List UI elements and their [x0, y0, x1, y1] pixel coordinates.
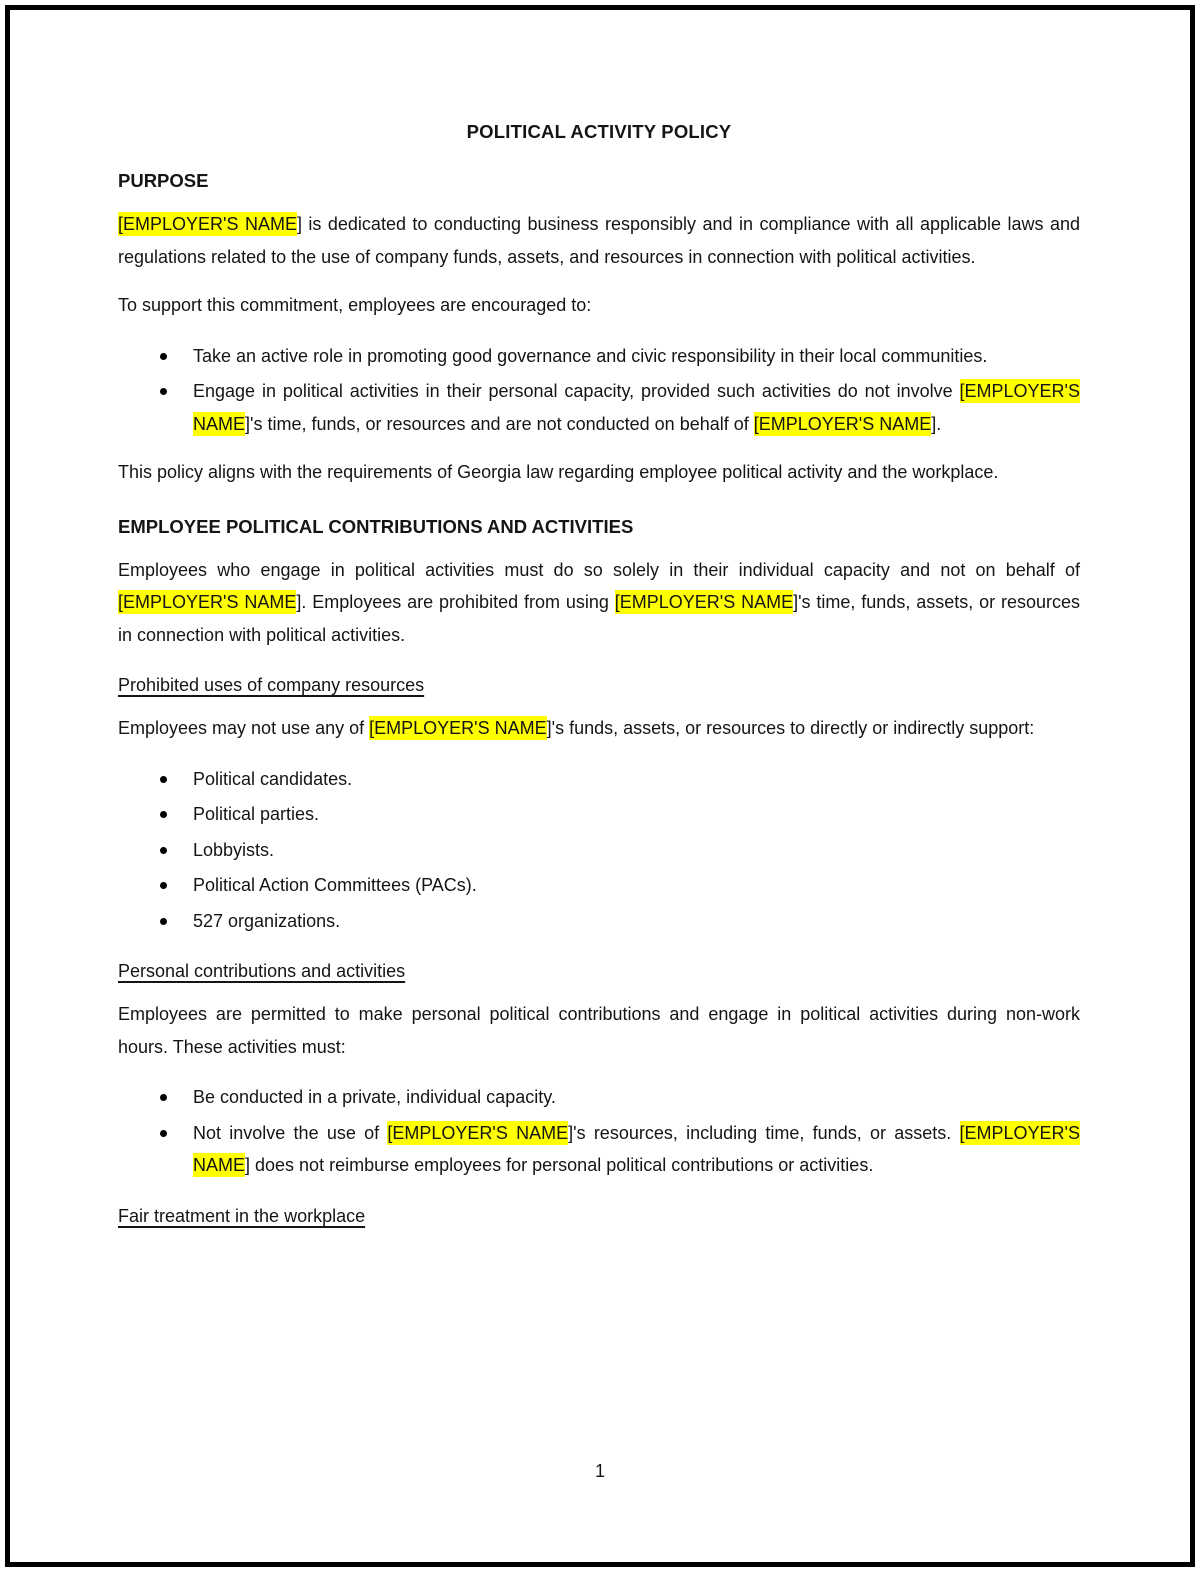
employer-name-highlight: [EMPLOYER'S NAME	[614, 592, 794, 612]
bullet-icon	[160, 847, 167, 854]
list-item-text: Take an active role in promoting good governance and civic responsibility in their local communities.	[193, 345, 988, 366]
purpose-lead-in-paragraph: To support this commitment, employees are encouraged to:	[118, 295, 592, 315]
employer-name-highlight: [EMPLOYER'S NAME	[118, 214, 297, 234]
heading-employee-contributions: EMPLOYEE POLITICAL CONTRIBUTIONS AND ACTIVITIES	[118, 515, 634, 537]
subheading-personal-contributions: Personal contributions and activities	[118, 961, 406, 981]
list-item-text: Engage in political activities in their personal capacity, provided such activities do not involve [EMPLOYER'S NAME]'s time, funds, or resources and are not conducted on behalf of [EMPLOYER'S NAME].	[193, 381, 1080, 434]
employer-name-highlight: [EMPLOYER'S NAME	[193, 381, 1080, 434]
subheading-prohibited-uses: Prohibited uses of company resources	[118, 675, 425, 695]
employer-name-highlight: [EMPLOYER'S NAME	[387, 1122, 569, 1143]
list-item	[193, 905, 1080, 938]
bullet-icon	[160, 353, 167, 360]
personal-contributions-paragraph: Employees are permitted to make personal political contributions and engage in political activities during non-work hours. These activities must:	[118, 1004, 1080, 1057]
encouraged-activities-list	[118, 340, 1080, 441]
bullet-icon	[160, 918, 167, 925]
list-item-text: Political Action Committees (PACs).	[193, 875, 477, 895]
bullet-icon	[160, 882, 167, 889]
personal-activities-list	[118, 1081, 1080, 1182]
list-item-text: Be conducted in a private, individual capacity.	[193, 1087, 556, 1107]
bullet-icon	[160, 776, 167, 783]
list-item-text: Political parties.	[193, 804, 320, 824]
contributions-intro-paragraph: Employees who engage in political activities must do so solely in their individual capacity and not on behalf of [EMPLOYER'S NAME]. Employees are prohibited from using [EMPLOYER'S NAME]'s time, funds, assets, or resources in connection with political activities.	[118, 559, 1081, 645]
list-item	[193, 834, 1080, 867]
bullet-icon	[160, 1094, 167, 1101]
list-item-text: Not involve the use of [EMPLOYER'S NAME]'s resources, including time, funds, or assets. [EMPLOYER'S NAME] does not reimburse employees for personal political contributions or activities.	[193, 1122, 1080, 1175]
purpose-paragraph: [EMPLOYER'S NAME] is dedicated to conducting business responsibly and in compliance with all applicable laws and regulations related to the use of company funds, assets, and resources in connection with political activities.	[118, 214, 1080, 267]
heading-purpose: PURPOSE	[118, 170, 209, 191]
subheading-fair-treatment: Fair treatment in the workplace	[118, 1205, 366, 1226]
list-item	[193, 1081, 1080, 1114]
bullet-icon	[160, 1130, 167, 1137]
list-item	[193, 763, 1080, 796]
employer-name-highlight: [EMPLOYER'S NAME	[193, 1122, 1080, 1175]
employer-name-highlight: [EMPLOYER'S NAME	[118, 592, 297, 612]
list-item	[193, 1117, 1080, 1182]
bullet-icon	[160, 388, 167, 395]
employer-name-highlight: [EMPLOYER'S NAME	[369, 718, 547, 738]
employer-name-highlight: [EMPLOYER'S NAME	[753, 413, 932, 434]
list-item	[193, 340, 1080, 373]
list-item-text: Political candidates.	[193, 768, 353, 789]
list-item	[193, 869, 1080, 902]
list-item	[193, 375, 1080, 440]
prohibited-uses-paragraph: Employees may not use any of [EMPLOYER'S NAME]'s funds, assets, or resources to directly or indirectly support:	[118, 718, 1035, 738]
list-item-text: 527 organizations.	[193, 910, 341, 931]
document-content	[118, 0, 1080, 1227]
prohibited-targets-list	[118, 763, 1080, 938]
list-item-text: Lobbyists.	[193, 839, 275, 860]
page-number: 1	[594, 1461, 605, 1481]
purpose-closing-paragraph: This policy aligns with the requirements of Georgia law regarding employee political activity and the workplace.	[118, 462, 999, 482]
list-item	[193, 798, 1080, 831]
bullet-icon	[160, 811, 167, 818]
document-title: POLITICAL ACTIVITY POLICY	[466, 121, 732, 142]
